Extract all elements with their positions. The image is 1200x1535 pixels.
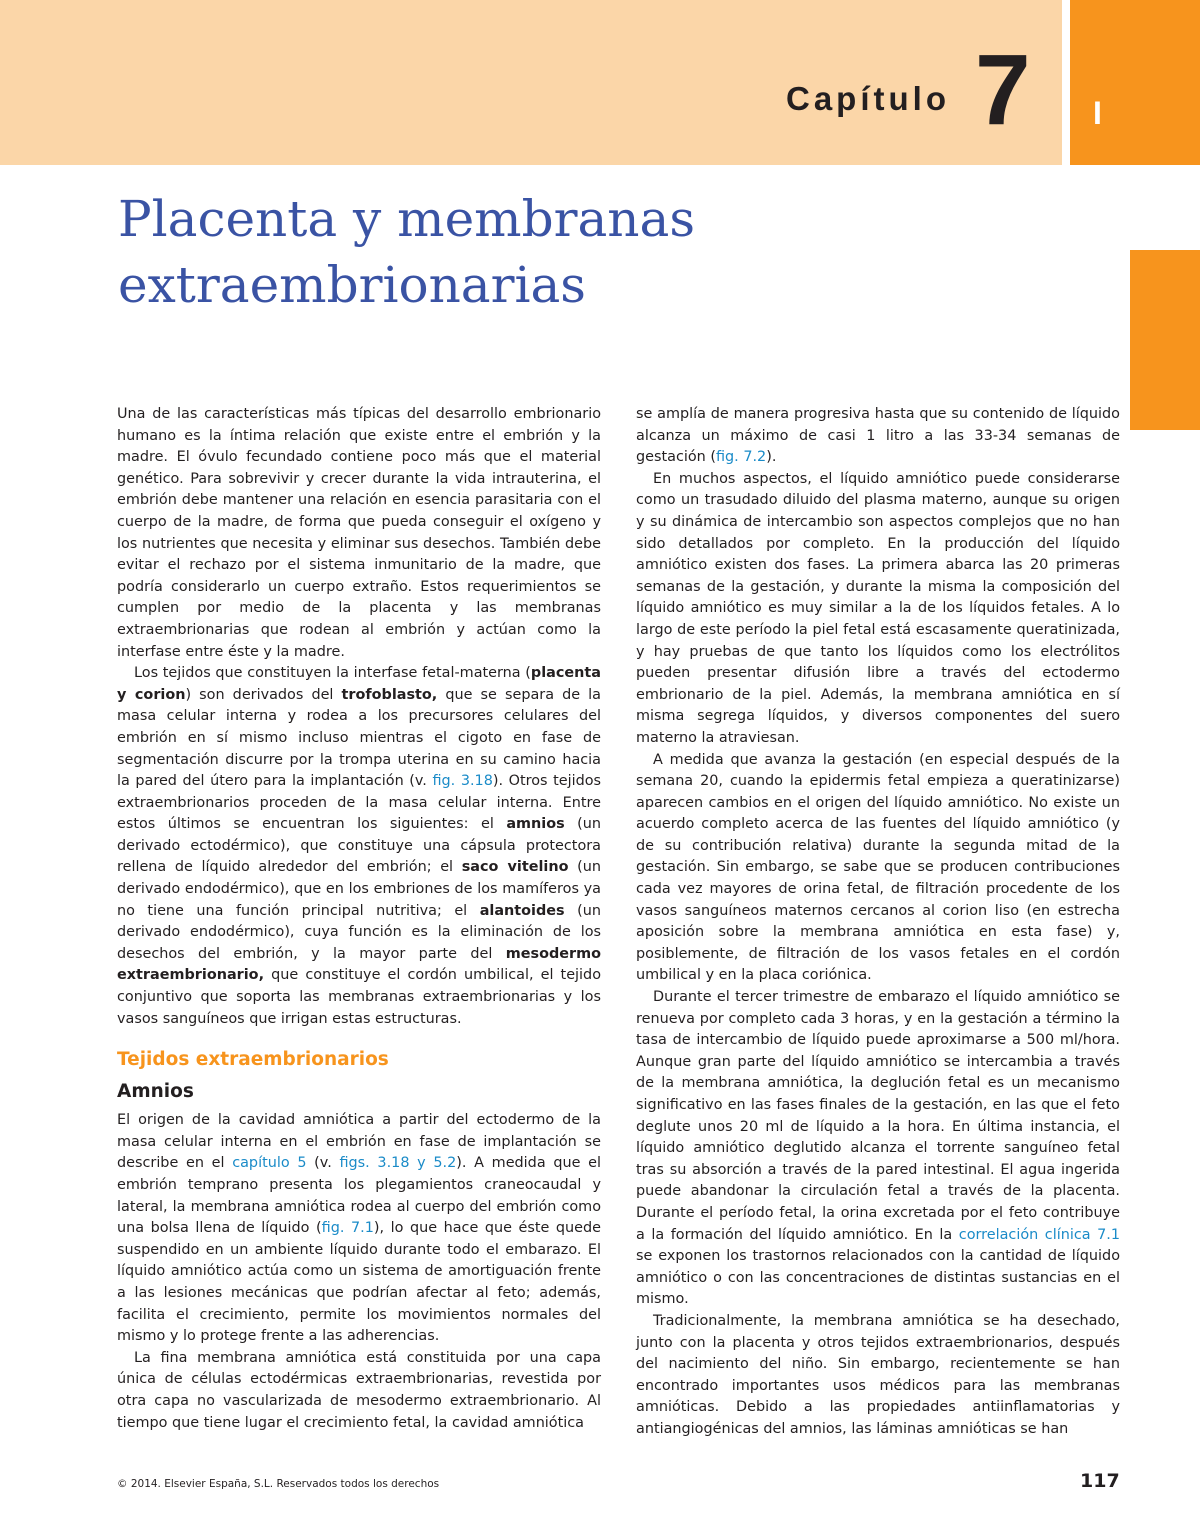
left-column [117,404,601,1434]
paragraph: El origen de la cavidad amniótica a partir del ectodermo de la masa celular interna en el embrión en fase de implantación se describe en el capítulo 5 (v. figs. 3.18 y 5.2). A medida que el embrión temprano presenta los plegamientos craneocaudal y lateral, la membrana amniótica rodea al cuerpo del embrión como una bolsa llena de líquido (fig. 7.1), lo que hace que éste quede suspendido en un ambiente líquido durante todo el embarazo. El líquido amniótico actúa como un sistema de amortiguación frente a las lesiones mecánicas que podrían afectar al feto; además, facilita el crecimiento, permite los movimientos normales del mismo y lo protege frente a las adherencias. [117,1112,602,1345]
title-line-2: extraembrionarias [118,256,586,314]
paragraph: La fina membrana amniótica está constituida por una capa única de células ectodérmicas extraembrionarias, revestida por otra capa no vascularizada de mesodermo extraembrionario. Al tiempo que tiene lugar el crecimiento fetal, la cavidad amniótica [117,1349,601,1431]
page-title [118,186,1018,318]
figure-link[interactable]: fig. 3.18 [432,773,493,790]
chapter-link[interactable]: capítulo 5 [232,1155,307,1172]
side-thumb-tab [1130,250,1200,430]
term-mesodermo: mesodermo extraembrionario, [117,945,601,984]
paragraph: A medida que avanza la gestación (en especial después de la semana 20, cuando la epidermis fetal empieza a queratinizarse) aparecen cambios en el origen del líquido amniótico. No existe un acuerdo completo acerca de las fuentes del líquido amniótico (y de su contribución relativa) durante la segunda mitad de la gestación. Sin embargo, se sabe que se producen contribuciones cada vez mayores de orina fetal, de filtración procedente de los vasos sanguíneos maternos cercanos al corion liso (en estrecha aposición sobre la membrana amniótica en esta fase) y, posiblemente, de filtración de los vasos fetales en el cordón umbilical y en la placa coriónica. [636,751,1120,984]
term-alantoides: alantoides [479,902,565,919]
page-number: 117 [1080,1470,1120,1492]
term-amnios: amnios [506,816,565,833]
section-marker: I [1093,95,1102,131]
paragraph: Los tejidos que constituyen la interfase fetal-materna (placenta y corion) son derivados del trofoblasto, que se separa de la masa celular interna y rodea a los precursores celulares del embrión en sí mismo incluso mientras el cigoto en fase de segmentación discurre por la trompa uterina en su camino hacia la pared del útero para la implantación (v. fig. 3.18). Otros tejidos extraembrionarios proceden de la masa celular interna. Entre estos últimos se encuentran los siguientes: el amnios (un derivado ectodérmico), que constituye una cápsula protectora rellena de líquido alrededor del embrión; el saco vitelino (un derivado endodérmico), que en los embriones de los mamíferos ya no tiene una función principal nutritiva; el alantoides (un derivado endodérmico), cuya función es la eliminación de los desechos del embrión, y la mayor parte del mesodermo extraembrionario, que constituye el cordón umbilical, el tejido conjuntivo que soporta las membranas extraembrionarias y los vasos sanguíneos que irrigan estas estructuras. [117,665,602,1027]
copyright-notice: © 2014. Elsevier España, S.L. Reservados todos los derechos [117,1478,440,1490]
subsection-heading: Amnios [117,1081,194,1103]
term-saco-vitelino: saco vitelino [461,859,569,876]
paragraph: se amplía de manera progresiva hasta que su contenido de líquido alcanza un máximo de casi 1 litro a las 33-34 semanas de gestación (fig. 7.2). [636,406,1120,466]
section-heading: Tejidos extraembrionarios [117,1049,389,1071]
paragraph: Durante el tercer trimestre de embarazo el líquido amniótico se renueva por completo cada 3 horas, y en la gestación a término la tasa de intercambio de líquido puede aproximarse a 500 ml/hora. Aunque gran parte del líquido amniótico se intercambia a través de la membrana amniótica, la deglución fetal es un mecanismo significativo en las fases finales de la gestación, en las que el feto deglute unos 20 ml de líquido a la hora. En última instancia, el líquido amniótico deglutido alcanza el torrente sanguíneo fetal tras su absorción a través de la pared intestinal. El agua ingerida puede abandonar la circulación fetal a través de la placenta. Durante el período fetal, la orina excretada por el feto contribuye a la formación del líquido amniótico. En la correlación clínica 7.1 se exponen los trastornos relacionados con la cantidad de líquido amniótico o con las concentraciones de distintas sustancias en el mismo. [636,989,1120,1308]
paragraph: Una de las características más típicas del desarrollo embrionario humano es la íntima relación que existe entre el embrión y la madre. El óvulo fecundado contiene poco más que el material genético. Para sobrevivir y crecer durante la vida intrauterina, el embrión debe mantener una relación en esencia parasitaria con el cuerpo de la madre, de forma que pueda conseguir el oxígeno y los nutrientes que necesita y eliminar sus desechos. También debe evitar el rechazo por el sistema inmunitario de la madre, que podría considerarlo un cuerpo extraño. Estos requerimientos se cumplen por medio de la placenta y las membranas extraembrionarias que rodean al embrión y actúan como la interfase entre éste y la madre. [117,406,601,660]
term-trofoblasto: trofoblasto, [341,686,438,703]
chapter-header-tab [1070,0,1200,165]
term-placenta-corion: placenta y corion [117,665,601,703]
figure-link[interactable]: fig. 7.2 [715,449,767,466]
right-column [636,404,1120,1441]
chapter-label: Capítulo [786,80,950,117]
figure-link[interactable]: figs. 3.18 y 5.2 [339,1155,457,1172]
paragraph: En muchos aspectos, el líquido amniótico puede considerarse como un trasudado diluido del plasma materno, aunque su origen y su dinámica de intercambio son aspectos complejos que no han sido detallados por completo. En la producción del líquido amniótico existen dos fases. La primera abarca las 20 primeras semanas de la gestación, y durante la misma la composición del líquido amniótico es muy similar a la de los líquidos fetales. A lo largo de este período la piel fetal está escasamente queratinizada, y hay pruebas de que tanto los líquidos como los electrólitos pueden presentar difusión libre a través del ectodermo embrionario de la piel. Además, la membrana amniótica en sí misma segrega líquidos, y diversos componentes del suero materno la atraviesan. [636,470,1120,746]
figure-link[interactable]: fig. 7.1 [321,1220,374,1237]
clinical-correlation-link[interactable]: correlación clínica 7.1 [958,1226,1120,1243]
title-line-1: Placenta y membranas [118,190,695,248]
paragraph: Tradicionalmente, la membrana amniótica se ha desechado, junto con la placenta y otros tejidos extraembrionarios, después del nacimiento del niño. Sin embargo, recientemente se han encontrado importantes usos médicos para las membranas amnióticas. Debido a las propiedades antiinflamatorias y antiangiogénicas del amnios, las láminas amnióticas se han [636,1312,1120,1437]
chapter-number: 7 [975,34,1031,146]
